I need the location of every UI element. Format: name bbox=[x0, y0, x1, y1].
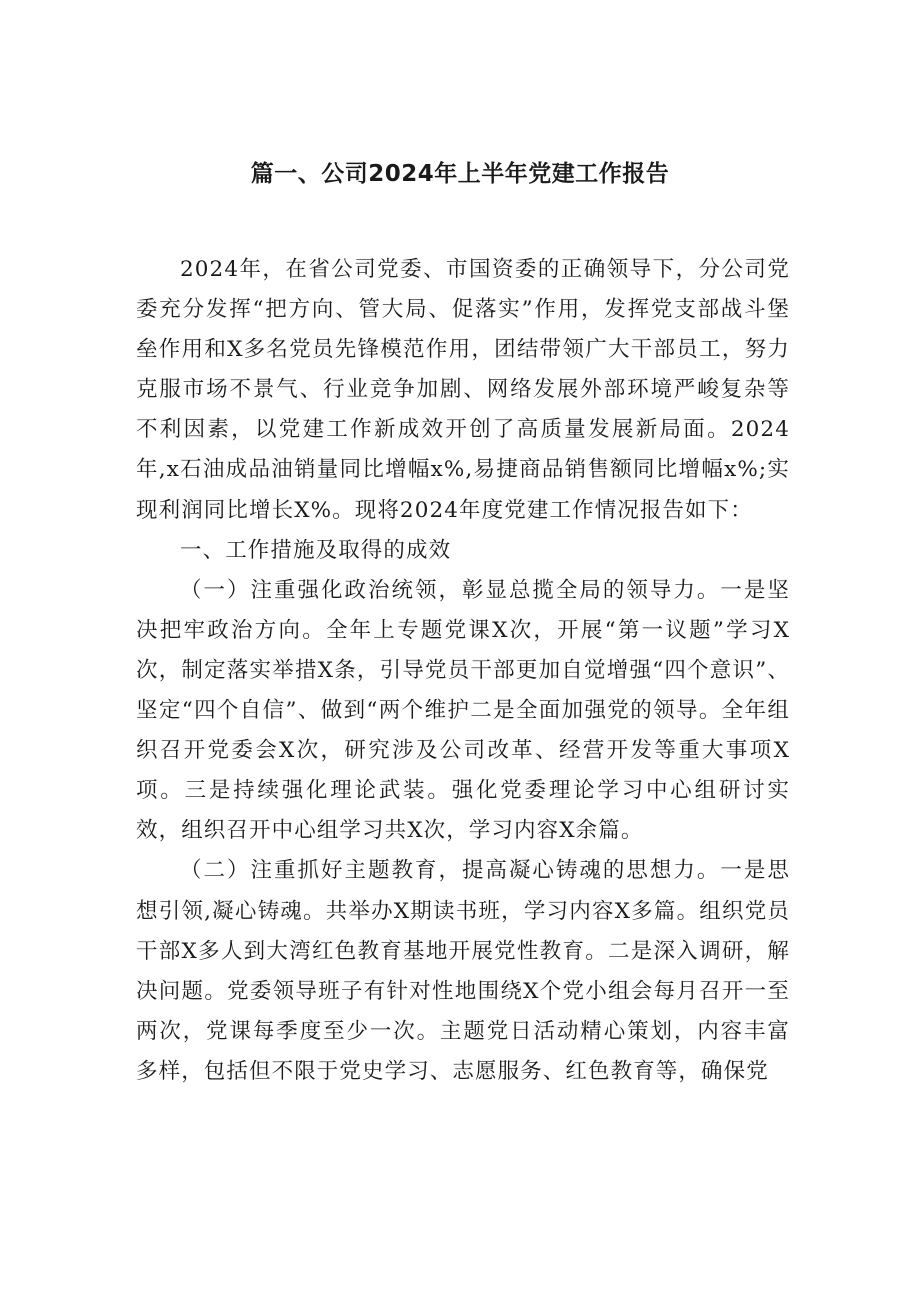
section-heading: 一、工作措施及取得的成效 bbox=[180, 537, 452, 563]
paragraph-political-leadership: （一）注重强化政治统领，彰显总揽全局的领导力。一是坚决把牢政治方向。全年上专题党课X次，开展“第一议题”学习X次，制定落实举措X条，引导党员干部更加自觉增强“四个意识”、坚定“四个自信”、做到“两个维护二是全面加强党的领导。全年组织召开党委会X次，研究涉及公司改革、经营开发等重大事项X项。三是持续强化理论武装。强化党委理论学习中心组研讨实效，组织召开中心组学习共X次，学习内容X余篇。 bbox=[136, 577, 790, 844]
intro-paragraph: 2024年，在省公司党委、市国资委的正确领导下，分公司党委充分发挥“把方向、管大局、促落实”作用，发挥党支部战斗堡垒作用和X多名党员先锋模范作用，团结带领广大干部员工，努力克服市场不景气、行业竞争加剧、网络发展外部环境严峻复杂等不利因素，以党建工作新成效开创了高质量发展新局面。2024年,x石油成品油销量同比增幅x%,易捷商品销售额同比增幅x%;实现利润同比增长X%。现将2024年度党建工作情况报告如下： bbox=[136, 257, 790, 523]
document-body bbox=[136, 250, 790, 1092]
document-title: 篇一、公司2024年上半年党建工作报告 bbox=[250, 161, 670, 187]
paragraph-theme-education: （二）注重抓好主题教育，提高凝心铸魂的思想力。一是思想引领,凝心铸魂。共举办X期读书班，学习内容X多篇。组织党员干部X多人到大湾红色教育基地开展党性教育。二是深入调研，解决问题。党委领导班子有针对性地围绕X个党小组会每月召开一至两次，党课每季度至少一次。主题党日活动精心策划，内容丰富多样，包括但不限于党史学习、志愿服务、红色教育等，确保党 bbox=[136, 858, 790, 1084]
